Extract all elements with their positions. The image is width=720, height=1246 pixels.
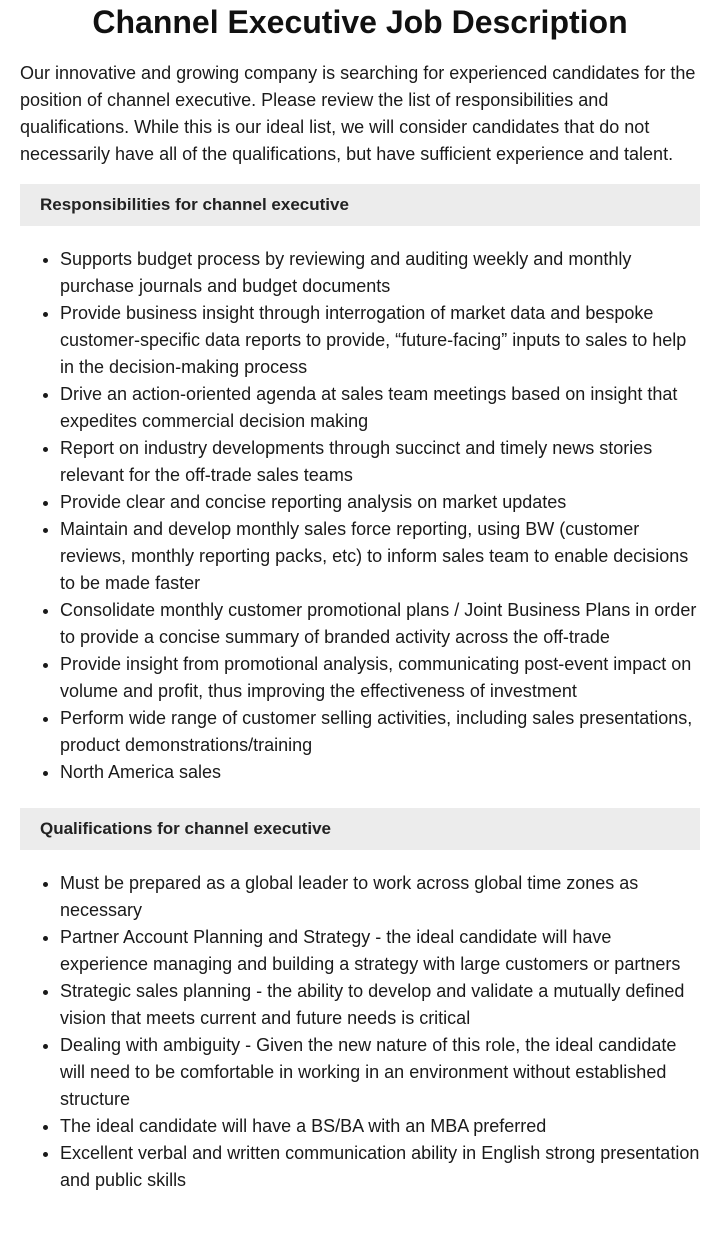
- list-item: • Excellent verbal and written communication ability in English strong presentation and public skills: [60, 1140, 700, 1194]
- list-item: • Drive an action-oriented agenda at sales team meetings based on insight that expedites commercial decision making: [60, 381, 700, 435]
- list-item: • Must be prepared as a global leader to work across global time zones as necessary: [60, 870, 700, 924]
- list-item: • Maintain and develop monthly sales force reporting, using BW (customer reviews, monthly reporting packs, etc) to inform sales team to enable decisions to be made faster: [60, 516, 700, 597]
- intro-paragraph: Our innovative and growing company is searching for experienced candidates for the position of channel executive. Please review the list of responsibilities and qualifications. While this is our ideal list, we will consider candidates that do not necessarily have all of the qualifications, but have sufficient experience and talent.: [20, 63, 696, 164]
- list-item: • Consolidate monthly customer promotional plans / Joint Business Plans in order to provide a concise summary of branded activity across the off-trade: [60, 597, 700, 651]
- qualifications-heading: Qualifications for channel executive: [20, 808, 700, 850]
- list-item: • Perform wide range of customer selling activities, including sales presentations, product demonstrations/training: [60, 705, 700, 759]
- responsibilities-list: [20, 246, 700, 786]
- list-item: • Dealing with ambiguity - Given the new nature of this role, the ideal candidate will need to be comfortable in working in an environment without established structure: [60, 1032, 700, 1113]
- list-item: • Partner Account Planning and Strategy - the ideal candidate will have experience managing and building a strategy with large customers or partners: [60, 924, 700, 978]
- list-item: • Supports budget process by reviewing and auditing weekly and monthly purchase journals and budget documents: [60, 246, 700, 300]
- list-item: • The ideal candidate will have a BS/BA with an MBA preferred: [60, 1113, 700, 1140]
- qualifications-list: [20, 870, 700, 1194]
- responsibilities-heading: Responsibilities for channel executive: [20, 184, 700, 226]
- list-item: • Provide business insight through interrogation of market data and bespoke customer-specific data reports to provide, “future-facing” inputs to sales to help in the decision-making process: [60, 300, 700, 381]
- list-item: • Strategic sales planning - the ability to develop and validate a mutually defined vision that meets current and future needs is critical: [60, 978, 700, 1032]
- list-item: • Provide clear and concise reporting analysis on market updates: [60, 489, 700, 516]
- list-item: • Provide insight from promotional analysis, communicating post-event impact on volume and profit, thus improving the effectiveness of investment: [60, 651, 700, 705]
- list-item: • North America sales: [60, 759, 700, 786]
- page-title: Channel Executive Job Description: [92, 4, 628, 40]
- list-item: • Report on industry developments through succinct and timely news stories relevant for the off-trade sales teams: [60, 435, 700, 489]
